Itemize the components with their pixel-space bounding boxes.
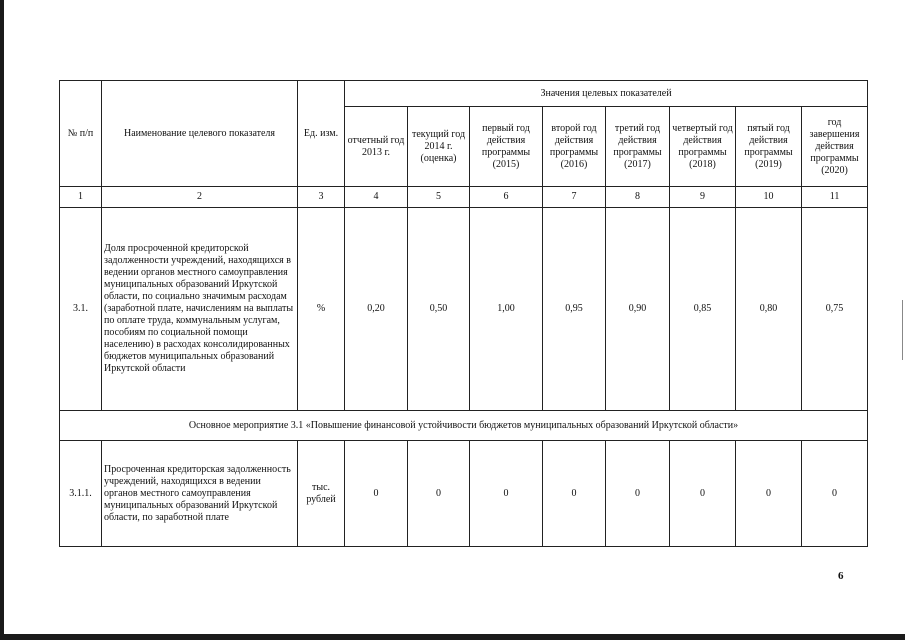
row-value: 0 (670, 441, 736, 547)
scan-left-edge (0, 0, 4, 640)
row-indicator-name: Просроченная кредиторская задолженность учреждений, находящихся в ведении органов местного самоуправления муниципальных образований Иркутской области, по заработной плате (102, 441, 298, 547)
table-row (60, 208, 868, 411)
row-value: 0,75 (802, 208, 868, 411)
header-year-2013: отчетный год 2013 г. (345, 107, 408, 187)
row-value: 0,50 (408, 208, 470, 411)
row-num: 3.1. (60, 208, 102, 411)
row-value: 0 (543, 441, 606, 547)
col-number: 10 (736, 187, 802, 208)
col-number: 1 (60, 187, 102, 208)
row-value: 0 (606, 441, 670, 547)
row-value: 0,85 (670, 208, 736, 411)
scan-right-mark (902, 300, 903, 360)
row-value: 0 (470, 441, 543, 547)
col-number: 7 (543, 187, 606, 208)
col-number: 8 (606, 187, 670, 208)
header-year-2015: первый год действия программы (2015) (470, 107, 543, 187)
header-name: Наименование целевого показателя (102, 81, 298, 187)
header-year-2019: пятый год действия программы (2019) (736, 107, 802, 187)
header-year-2018: четвертый год действия программы (2018) (670, 107, 736, 187)
row-indicator-name: Доля просроченной кредиторской задолженности учреждений, находящихся в ведении органов местного самоуправления муниципальных образований Иркутской области, по социально значимым расходам (заработной плате, начислениям на выплаты по оплате труда, коммунальным услугам, пособиям по социальной помощи населению) в расходах консолидированных бюджетов муниципальных образований Иркутской области (102, 208, 298, 411)
section-row (60, 411, 868, 441)
row-value: 0 (408, 441, 470, 547)
header-values-group: Значения целевых показателей (345, 81, 868, 107)
col-number: 11 (802, 187, 868, 208)
page-number: 6 (838, 570, 844, 582)
row-value: 0 (802, 441, 868, 547)
column-number-row (60, 187, 868, 208)
row-value: 0 (345, 441, 408, 547)
row-unit: % (298, 208, 345, 411)
col-number: 9 (670, 187, 736, 208)
header-year-2020: год завершения действия программы (2020) (802, 107, 868, 187)
col-number: 4 (345, 187, 408, 208)
col-number: 2 (102, 187, 298, 208)
header-year-2014: текущий год 2014 г. (оценка) (408, 107, 470, 187)
scan-bottom-edge (0, 634, 905, 640)
header-unit: Ед. изм. (298, 81, 345, 187)
row-value: 0,20 (345, 208, 408, 411)
row-unit: тыс. рублей (298, 441, 345, 547)
row-value: 0 (736, 441, 802, 547)
row-value: 0,90 (606, 208, 670, 411)
row-num: 3.1.1. (60, 441, 102, 547)
header-num: № п/п (60, 81, 102, 187)
header-row-1 (60, 81, 868, 107)
row-value: 0,95 (543, 208, 606, 411)
row-value: 0,80 (736, 208, 802, 411)
col-number: 3 (298, 187, 345, 208)
col-number: 5 (408, 187, 470, 208)
header-year-2017: третий год действия программы (2017) (606, 107, 670, 187)
target-indicators-table (59, 80, 868, 547)
col-number: 6 (470, 187, 543, 208)
header-year-2016: второй год действия программы (2016) (543, 107, 606, 187)
section-title: Основное мероприятие 3.1 «Повышение финансовой устойчивости бюджетов муниципальных образований Иркутской области» (60, 411, 868, 441)
table-row (60, 441, 868, 547)
row-value: 1,00 (470, 208, 543, 411)
